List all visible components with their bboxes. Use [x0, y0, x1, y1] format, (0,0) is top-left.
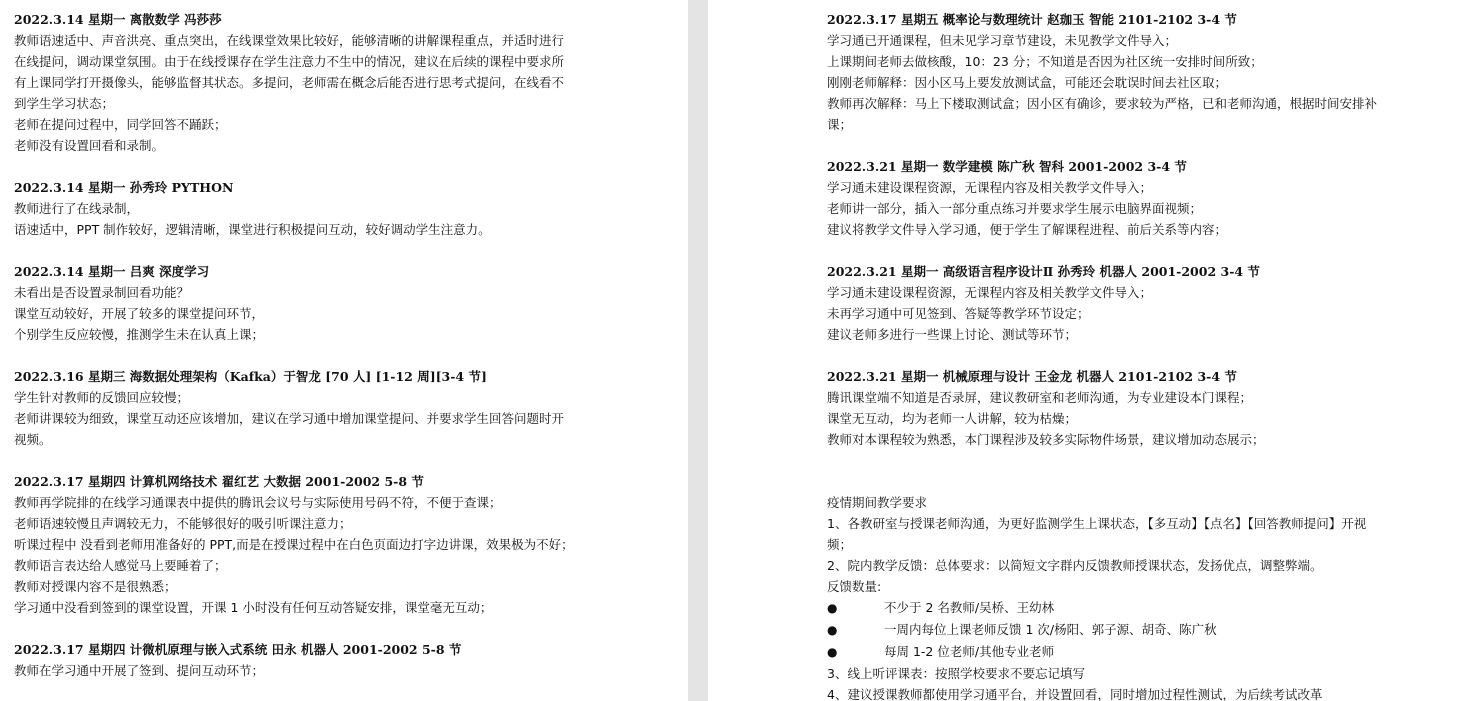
feedback-count-label: 反馈数量:: [827, 579, 882, 594]
entry-computer-network: [14, 471, 574, 618]
entry-title: 2022.3.21 星期一 数学建模 陈广秋 智科 2001-2002 3-4 节: [827, 159, 1187, 174]
paragraph: 教师再学院排的在线学习通课表中提供的腾讯会议号与实际使用号码不符，不便于查课；: [14, 495, 502, 510]
paragraph: 课堂无互动，均为老师一人讲解，较为枯燥；: [827, 411, 1078, 426]
paragraph: 个别学生反应较慢，推测学生未在认真上课；: [14, 327, 265, 342]
entry-title: 2022.3.14 星期一 孙秀玲 PYTHON: [14, 180, 234, 195]
bullet-icon: ●: [827, 623, 838, 637]
page-content-right: [827, 9, 1387, 701]
bullet-item: [827, 641, 1387, 663]
entry-discrete-math: [14, 9, 574, 156]
entry-title: 2022.3.17 星期五 概率论与数理统计 赵珈玉 智能 2101-2102 3-4 节: [827, 12, 1237, 27]
paragraph: 腾讯课堂端不知道是否录屏，建议教研室和老师沟通，为专业建设本门课程；: [827, 390, 1253, 405]
page-gutter: [688, 0, 708, 701]
entry-title: 2022.3.17 星期四 计算机网络技术 翟红艺 大数据 2001-2002 5-8 节: [14, 474, 424, 489]
paragraph: 未再学习通中可见签到、答疑等教学环节设定；: [827, 306, 1090, 321]
bullet-icon: ●: [827, 645, 838, 659]
paragraph: 教师语速适中、声音洪亮、重点突出，在线课堂效果比较好，能够清晰的讲解课程重点，并适时进行在线提问，调动课堂氛围。由于在线授课存在学生注意力不生中的情况，建议在后续的课程中要求所有上课同学打开摄像头，能够监督其状态。多提问，老师需在概念后能否进行思考式提问，在线看不到学生学习状态；: [14, 33, 565, 111]
bullet-icon: ●: [827, 601, 838, 615]
requirement-item: 2、院内教学反馈：总体要求：以简短文字群内反馈教师授课状态，发扬优点，调整弊端。: [827, 558, 1323, 573]
entry-title: 2022.3.17 星期四 计微机原理与嵌入式系统 田永 机器人 2001-2002 5-8 节: [14, 642, 462, 657]
paragraph: 老师语速较慢且声调较无力，不能够很好的吸引听课注意力；: [14, 516, 352, 531]
paragraph: 教师再次解释：马上下楼取测试盒；因小区有确诊，要求较为严格，已和老师沟通，根据时间安排补课；: [827, 96, 1378, 132]
requirement-item: 1、各教研室与授课老师沟通，为更好监测学生上课状态，【多互动】【点名】【回答教师提问】开视频；: [827, 516, 1367, 552]
requirement-item: 4、建议授课教师都使用学习通平台，并设置回看，同时增加过程性测试，为后续考试改革: [827, 687, 1323, 701]
paragraph: 课堂互动较好，开展了较多的课堂提问环节，: [14, 306, 265, 321]
entry-title: 2022.3.14 星期一 离散数学 冯莎莎: [14, 12, 222, 27]
paragraph: 教师语言表达给人感觉马上要睡着了；: [14, 558, 227, 573]
paragraph: 学习通未建设课程资源，无课程内容及相关教学文件导入；: [827, 180, 1153, 195]
paragraph: 语速适中，PPT 制作较好，逻辑清晰，课堂进行积极提问互动，较好调动学生注意力。: [14, 222, 491, 237]
entry-microcomputer: [14, 639, 574, 681]
paragraph: 教师在学习通中开展了签到、提问互动环节；: [14, 663, 265, 678]
paragraph: 老师讲课较为细致，课堂互动还应该增加，建议在学习通中增加课堂提问、并要求学生回答问题时开视频。: [14, 411, 565, 447]
paragraph: 学习通未建设课程资源，无课程内容及相关教学文件导入；: [827, 285, 1153, 300]
paragraph: 学生针对教师的反馈回应较慢；: [14, 390, 190, 405]
entry-math-modeling: [827, 156, 1387, 240]
paragraph: 教师进行了在线录制，: [14, 201, 140, 216]
paragraph: 刚刚老师解释：因小区马上要发放测试盒，可能还会耽误时间去社区取；: [827, 75, 1228, 90]
entry-title: 2022.3.14 星期一 吕爽 深度学习: [14, 264, 210, 279]
paragraph: 教师对授课内容不是很熟悉；: [14, 579, 177, 594]
epidemic-teaching-requirements: [827, 492, 1387, 701]
requirement-item: 3、线上听评课表：按照学校要求不要忘记填写: [827, 666, 1085, 681]
entry-title: 2022.3.21 星期一 高级语言程序设计Ⅱ 孙秀玲 机器人 2001-2002 3-4 节: [827, 264, 1260, 279]
entry-kafka: [14, 366, 574, 450]
bullet-item: [827, 619, 1387, 641]
paragraph: 建议老师多进行一些课上讨论、测试等环节；: [827, 327, 1078, 342]
entry-title: 2022.3.16 星期三 海数据处理架构（Kafka）于智龙 [70 人] [1-12 周][3-4 节]: [14, 369, 487, 384]
document-page-right: [708, 0, 1465, 701]
paragraph: 老师在提问过程中，同学回答不踊跃；: [14, 117, 227, 132]
bullet-text: 不少于 2 名教师/吴桥、王幼林: [884, 600, 1055, 615]
bullet-text: 每周 1-2 位老师/其他专业老师: [884, 644, 1055, 659]
paragraph: 听课过程中 没看到老师用准备好的 PPT,而是在授课过程中在白色页面边打字边讲课，效果极为不好；: [14, 537, 574, 552]
paragraph: 老师没有设置回看和录制。: [14, 138, 165, 153]
paragraph: 未看出是否设置录制回看功能？: [14, 285, 190, 300]
paragraph: 学习通中没看到签到的课堂设置，开课 1 小时没有任何互动答疑安排，课堂毫无互动；: [14, 600, 493, 615]
page-content-left: [14, 9, 574, 701]
bullet-text: 一周内每位上课老师反馈 1 次/杨阳、郭子源、胡奇、陈广秋: [884, 622, 1217, 637]
requirements-heading: 疫情期间教学要求: [827, 495, 928, 510]
entry-python: [14, 177, 574, 240]
entry-advanced-programming: [827, 261, 1387, 345]
entry-probability: [827, 9, 1387, 135]
entry-title: 2022.3.21 星期一 机械原理与设计 王金龙 机器人 2101-2102 3-4 节: [827, 369, 1237, 384]
paragraph: 教师对本课程较为熟悉，本门课程涉及较多实际物件场景，建议增加动态展示；: [827, 432, 1265, 447]
paragraph: 建议将教学文件导入学习通，便于学生了解课程进程、前后关系等内容；: [827, 222, 1228, 237]
bullet-item: [827, 597, 1387, 619]
entry-deep-learning: [14, 261, 574, 345]
paragraph: 老师讲一部分，插入一部分重点练习并要求学生展示电脑界面视频；: [827, 201, 1203, 216]
document-page-left: [0, 0, 688, 701]
paragraph: 学习通已开通课程，但未见学习章节建设，未见教学文件导入；: [827, 33, 1178, 48]
paragraph: 上课期间老师去做核酸，10：23 分；不知道是否因为社区统一安排时间所致；: [827, 54, 1263, 69]
entry-mechanical-design: [827, 366, 1387, 450]
